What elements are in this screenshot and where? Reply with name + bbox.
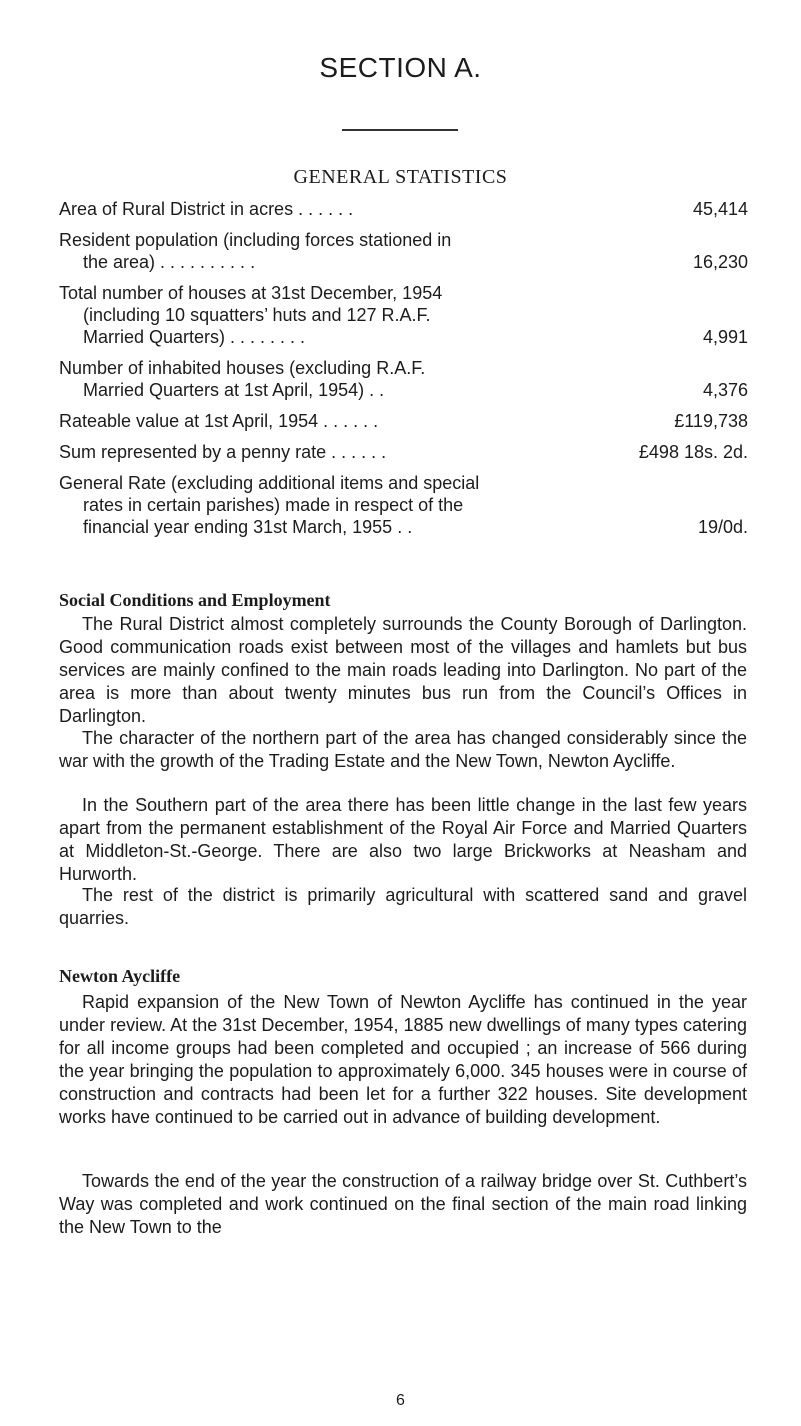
stat-label <box>59 198 586 220</box>
social-paragraph: The Rural District almost completely surrounds the County Borough of Darlington. Good communication roads exist between most of the villages and hamlets but bus services are mainly confined to the main roads leading into Darlington. No part of the area is more than about twenty minutes bus run from the Council’s Offices in Darlington. <box>59 614 747 726</box>
stat-label <box>59 441 586 463</box>
newton-heading: Newton Aycliffe <box>59 966 181 986</box>
stat-label-line: (including 10 squatters’ huts and 127 R.A.F. <box>83 305 431 325</box>
stat-label <box>59 229 586 273</box>
stat-label-line: Rateable value at 1st April, 1954 . . . . . . <box>59 411 379 431</box>
stat-label <box>59 282 586 348</box>
stat-label-line: financial year ending 31st March, 1955 . . <box>83 517 413 537</box>
stat-value: 4,991 <box>702 327 748 347</box>
stat-label-line: Resident population (including forces stationed in <box>59 230 452 250</box>
newton-paragraph: Towards the end of the year the construction of a railway bridge over St. Cuthbert’s Way was completed and work continued on the final section of the main road linking the New Town to the <box>59 1171 747 1237</box>
stat-value: 19/0d. <box>697 517 748 537</box>
stat-label-line: the area) . . . . . . . . . . <box>83 252 256 272</box>
stat-label-line: rates in certain parishes) made in respect of the <box>83 495 464 515</box>
stat-label-line: Married Quarters at 1st April, 1954) . . <box>83 380 385 400</box>
stat-row <box>59 441 748 463</box>
stat-row <box>59 357 748 401</box>
stat-label-line: Total number of houses at 31st December, 1954 <box>59 283 443 303</box>
stat-label <box>59 472 586 538</box>
newton-paragraph: Rapid expansion of the New Town of Newton Aycliffe has continued in the year under review. At the 31st December, 1954, 1885 new dwellings of many types catering for all income groups had been completed and occupied ; an increase of 566 during the year bringing the population to approximately 6,000. 345 houses were in course of construction and contracts had been let for a further 322 houses. Site development works have continued to be carried out in advance of building development. <box>59 992 747 1127</box>
stat-label <box>59 357 586 401</box>
social-paragraph: The rest of the district is primarily agricultural with scattered sand and gravel quarries. <box>59 885 747 928</box>
stat-label-line: Area of Rural District in acres . . . . . . <box>59 199 354 219</box>
stat-value: £498 18s. 2d. <box>638 442 748 462</box>
stat-value: 45,414 <box>692 199 748 219</box>
statistics-table <box>59 198 748 547</box>
stat-label <box>59 410 586 432</box>
stat-value: £119,738 <box>674 411 748 431</box>
general-statistics-title: GENERAL STATISTICS <box>293 166 508 188</box>
page-number: 6 <box>396 1392 405 1409</box>
stat-label-line: Married Quarters) . . . . . . . . <box>83 327 306 347</box>
stat-label-line: General Rate (excluding additional items and special <box>59 473 480 493</box>
stat-row <box>59 198 748 220</box>
stat-row <box>59 472 748 538</box>
stat-row <box>59 229 748 273</box>
section-title: SECTION A. <box>319 52 482 83</box>
social-heading: Social Conditions and Employment <box>59 590 331 610</box>
stat-label-line: Number of inhabited houses (excluding R.A.F. <box>59 358 426 378</box>
stat-value: 4,376 <box>702 380 748 400</box>
divider-rule <box>342 129 458 131</box>
stat-label-line: Sum represented by a penny rate . . . . . . <box>59 442 387 462</box>
social-paragraph: In the Southern part of the area there has been little change in the last few years apart from the permanent establishment of the Royal Air Force and Married Quarters at Middleton-St.-George. There are also two large Brickworks at Neasham and Hurworth. <box>59 795 747 884</box>
social-paragraph: The character of the northern part of the area has changed considerably since the war with the growth of the Trading Estate and the New Town, Newton Aycliffe. <box>59 728 747 771</box>
stat-value: 16,230 <box>692 252 748 272</box>
stat-row <box>59 410 748 432</box>
stat-row <box>59 282 748 348</box>
